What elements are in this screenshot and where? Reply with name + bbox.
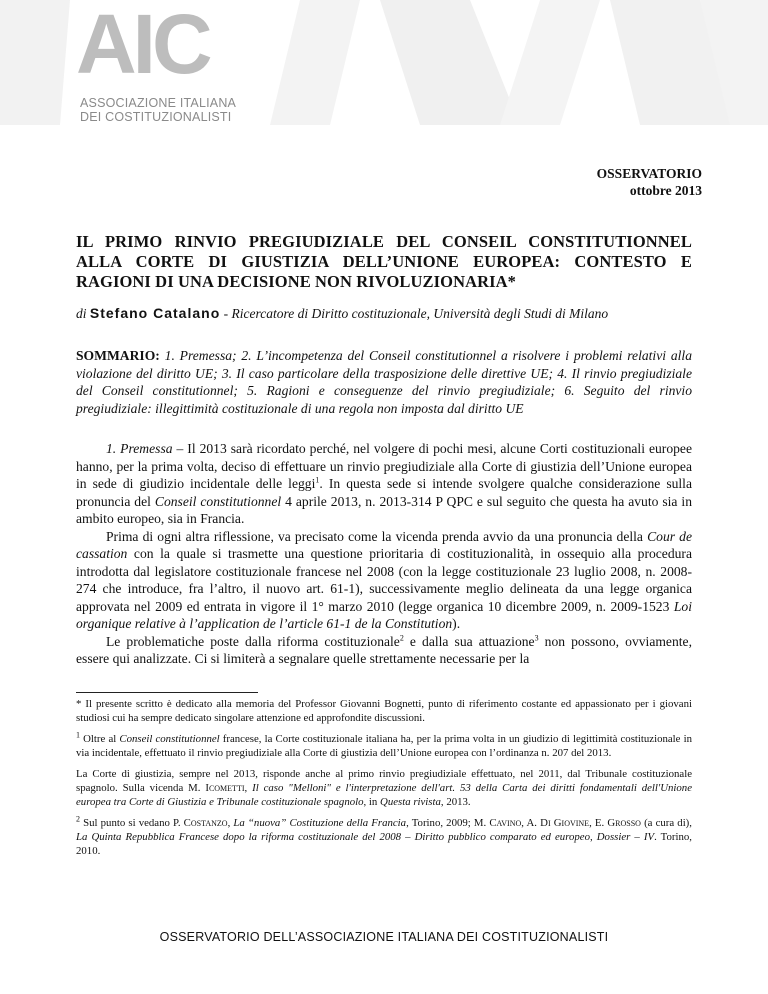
footnote-divider (76, 692, 258, 693)
author-role: - Ricercatore di Diritto costituzionale, Università degli Studi di Milano (223, 306, 609, 321)
footnote-ref[interactable]: 1 (315, 475, 320, 485)
logo-subtitle-line2: DEI COSTITUZIONALISTI (80, 110, 232, 124)
text-run: , E. G (589, 817, 616, 829)
section-label (597, 165, 702, 199)
footnote-1 (76, 732, 692, 760)
text-run: , A. D (521, 817, 548, 829)
footnote-number: 1 (76, 730, 80, 740)
author-line (76, 305, 716, 322)
text-run: Sul punto si vedano P. (80, 817, 184, 829)
footnote-2: $^2$ Sul punto si vedano P. Costanzo, La “nuova” Costituzione della Francia, Torino, 2009; M. Cavino, A. Di Giovine, E. Grosso (a cura di), La Quinta Repubblica Francese dopo la riforma costituzionale del 2008 – Diritto pubblico comparato ed europeo, Dossier – IV. Torino, 2010. (76, 814, 692, 857)
summary-label: SOMMARIO (76, 348, 156, 363)
author-smallcaps: i Giovine (547, 817, 590, 829)
logo-letters: AIC (76, 0, 209, 91)
text-run-italic: Il caso "Melloni" e l'interpretazione dell'art. 53 della Carta dei diritti fondamentali dell'Unione europea tra Corte di Giustizia e Tribunale costituzionale spagnolo (76, 782, 692, 808)
text-run: non possono, ovviamente, essere qui analizzate. Ci si limiterà a segnalare quelle strettamente necessarie per la (76, 633, 692, 666)
header-band (0, 0, 768, 125)
text-run-italic: La “nuova” Costituzione della Francia (233, 817, 407, 829)
text-run: con la quale si trasmette una questione prioritaria di costituzionalità, in ossequio alla procedura introdotta dal legislatore costituzionale francese nel 2008 (con la legge costituzionale 23 luglio 2008, n. 2008-274 che introduce, fra l’altro, il nuovo art. 61-1), successivamente meglio delineata da una legge organica approvata nel 2009 ed entrata in vigore il 1° marzo 2010 (legge organica 10 dicembre 2009, n. 2009-1523 (76, 546, 692, 614)
text-run: Prima di ogni altra riflessione, va precisato come la vicenda prenda avvio da una pronuncia della (106, 528, 648, 544)
summary-text: 1. Premessa; 2. L’incompetenza del Conseil constitutionnel a risolvere i problemi relativi alla violazione del diritto UE; 3. Il caso particolare della trasposizione delle direttive UE; 4. Il rinvio pregiudiziale del Conseil constitutionnel; 5. Ragioni e conseguenze del rinvio pregiudiziale; 6. Seguito del rinvio pregiudiziale: illegittimità costituzionale di una regola non imposta dal diritto UE (76, 348, 692, 416)
text-run: (a cura di), (640, 817, 692, 829)
text-run: – Il 2013 sarà ricordato perché, nel volgere di pochi mesi, alcune Corti costituzionali europee hanno, per la prima volta, deciso di effettuare un rinvio pregiudiziale alla Corte di giustizia dell’Unione europea in sede di giudizio incidentale delle leggi (76, 441, 692, 491)
page-footer: OSSERVATORIO DELL’ASSOCIAZIONE ITALIANA DEI COSTITUZIONALISTI (159, 930, 609, 944)
summary: SOMMARIO: 1. Premessa; 2. L’incompetenza del Conseil constitutionnel a risolvere i problemi relativi alla violazione del diritto UE; 3. Il caso particolare della trasposizione delle direttive UE; 4. Il rinvio pregiudiziale del Conseil constitutionnel; 5. Ragioni e conseguenze del rinvio pregiudiziale; 6. Seguito del rinvio pregiudiziale: illegittimità costituzionale di una regola non imposta dal diritto UE (76, 348, 692, 416)
text-run: francese, la Corte costituzionale italiana ha, per la prima volta in un giudizio di legittimità costituzionale in via incidentale, effettuato il rinvio pregiudiziale alla Corte di giustizia dell’Unione europea con l’ordinanza n. 207 del 2013. (76, 733, 692, 759)
text-run-italic: La Quinta Repubblica Francese dopo la riforma costituzionale del 2008 – Diritto pubblico comparato ed europeo, Dossier – IV (76, 831, 655, 843)
text-run: Oltre al (80, 733, 120, 745)
paragraph-heading: 1. Premessa (106, 441, 173, 456)
section-name: OSSERVATORIO (596, 166, 702, 181)
footnote-star: * Il presente scritto è dedicato alla memoria del Professor Giovanni Bognetti, punto di riferimento costante ed appassionato per i giovani studiosi cui ha sempre dedicato singolare attenzione ed approfondite discussioni. (76, 698, 692, 724)
text-run: . In questa sede si intende svolgere qualche considerazione sulla pronuncia del (76, 476, 692, 509)
logo-subtitle (80, 96, 236, 124)
text-run: . Torino, 2010. (76, 831, 692, 857)
logo-subtitle-line1: ASSOCIAZIONE ITALIANA (80, 96, 237, 110)
article-title: IL PRIMO RINVIO PREGIUDIZIALE DEL CONSEIL CONSTITUTIONNEL ALLA CORTE DI GIUSTIZIA DELL’UNIONE EUROPEA: CONTESTO E RAGIONI DI UNA DECISIONE NON RIVOLUZIONARIA* (76, 232, 692, 291)
text-run: , Torino, 2009; M. (406, 817, 490, 829)
paragraph (76, 633, 692, 668)
author-smallcaps: Costanzo (183, 817, 228, 829)
text-run-italic: Loi organique relative à l’application de l’article 61-1 de la Constitution (76, 598, 692, 631)
footnote-number: 2 (76, 814, 80, 824)
text-run: , in (363, 796, 381, 808)
author-smallcaps: rosso (615, 817, 641, 829)
author-smallcaps: Cavino (489, 817, 522, 829)
text-run: e dalla sua attuazione (403, 633, 535, 649)
text-run: ). (452, 616, 461, 631)
paragraph (76, 440, 692, 528)
footnote-1-continued: La Corte di giustizia, sempre nel 2013, risponde anche al primo rinvio pregiudiziale effettuato, nel 2011, dal Tribunale costituzionale spagnolo. Sulla vicenda M. Icometti, Il caso "Melloni" e l'interpretazione dell'art. 53 della Carta dei diritti fondamentali dell'Unione europea tra Corte di Giustizia e Tribunale costituzionale spagnolo, in Questa rivista, 2013. (76, 768, 692, 808)
section-date: ottobre 2013 (629, 183, 702, 198)
aic-logo (76, 0, 276, 124)
text-run: , 2013. (440, 796, 471, 808)
text-run-italic: Conseil constitutionnel (119, 733, 220, 745)
text-run: 4 aprile 2013, n. 2013-314 P QPC e sul seguito che questa ha avuto sia in ambito europeo, sia in Francia. (76, 493, 692, 526)
body-text (76, 440, 692, 668)
text-run: La Corte di giustizia, sempre nel 2013, risponde anche al primo rinvio pregiudiziale effettuato, nel 2011, dal Tribunale costituzionale spagnolo. Sulla vicenda M. (76, 768, 692, 794)
text-run-italic: Cour de cassation (76, 528, 692, 561)
text-run-italic: Questa rivista (380, 796, 441, 808)
footnote-ref[interactable]: 2 (399, 632, 404, 642)
footnotes (76, 697, 692, 865)
author-prefix: di (76, 306, 87, 321)
author-smallcaps: Icometti (205, 782, 245, 794)
text-run-italic: Conseil constitutionnel (154, 493, 282, 509)
paragraph (76, 528, 692, 633)
author-name: Stefano Catalano (89, 305, 221, 321)
text-run: Le problematiche poste dalla riforma costituzionale (106, 633, 400, 649)
footnote-ref[interactable]: 3 (534, 632, 539, 642)
